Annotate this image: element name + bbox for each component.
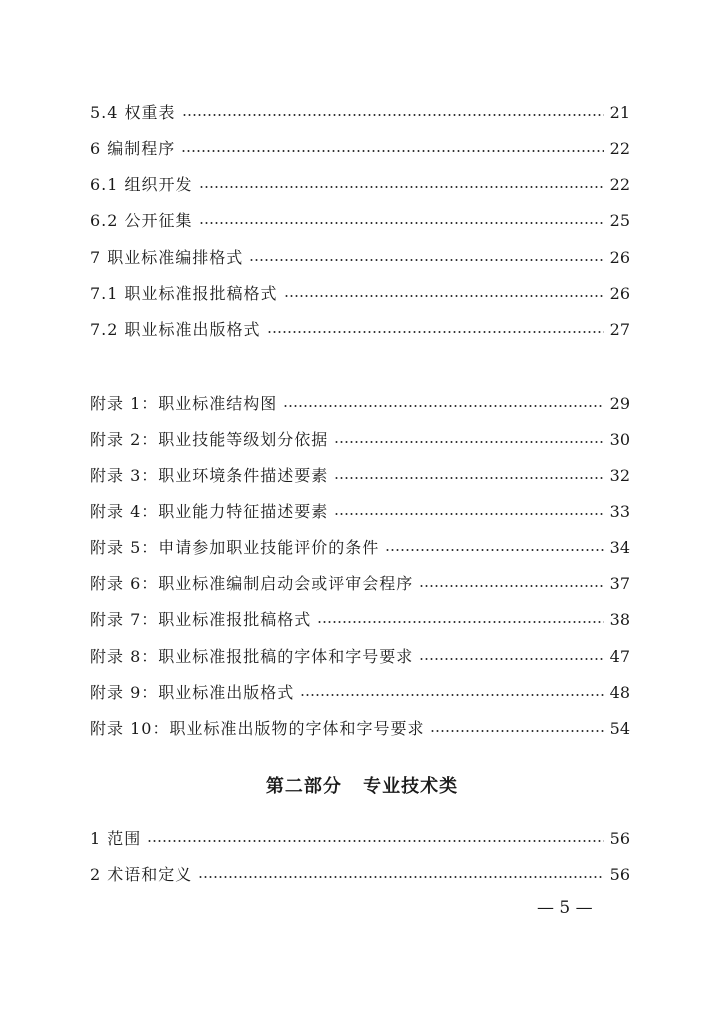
appendix-entry[interactable] [90, 608, 630, 632]
toc-entry-label: 7 职业标准编排格式 [90, 248, 244, 267]
dot-leader [283, 405, 603, 407]
dot-leader [284, 295, 604, 297]
dot-leader [199, 222, 604, 224]
appendix-entry[interactable] [90, 645, 630, 669]
toc-entry[interactable] [90, 318, 630, 342]
toc-entry-label: 2 术语和定义 [90, 865, 193, 884]
toc-entry-page: 27 [609, 320, 630, 339]
appendix-entry-page: 54 [609, 719, 630, 738]
appendix-entry-page: 34 [609, 538, 630, 557]
dot-leader [182, 114, 604, 116]
toc-entry[interactable] [90, 173, 630, 197]
section-heading: 第二部分 专业技术类 [265, 776, 459, 797]
dot-leader [419, 585, 603, 587]
appendix-entry-label: 附录 3：职业环境条件描述要素 [90, 466, 329, 485]
toc-entry-page: 22 [609, 175, 630, 194]
appendix-entry-label: 附录 8：职业标准报批稿的字体和字号要求 [90, 647, 414, 666]
dot-leader [199, 186, 604, 188]
dot-leader [334, 441, 603, 443]
appendix-entry-page: 29 [609, 394, 630, 413]
appendix-entry-label: 附录 7：职业标准报批稿格式 [90, 610, 312, 629]
toc-entry-label: 6.2 公开征集 [90, 211, 193, 230]
dot-leader [198, 876, 603, 878]
appendix-entry-page: 37 [609, 574, 630, 593]
appendix-entry[interactable] [90, 536, 630, 560]
toc-entry-label: 7.2 职业标准出版格式 [90, 320, 261, 339]
appendix-entry-page: 33 [609, 502, 630, 521]
toc-entry[interactable] [90, 282, 630, 306]
toc-entry[interactable] [90, 101, 630, 125]
appendix-entry-label: 附录 4：职业能力特征描述要素 [90, 502, 329, 521]
toc-entry-page: 21 [609, 103, 630, 122]
toc-entry-page: 56 [609, 865, 630, 884]
appendix-entry-page: 47 [609, 647, 630, 666]
toc-entry-label: 1 范围 [90, 829, 142, 848]
dot-leader [300, 694, 603, 696]
toc-entry-page: 26 [609, 248, 630, 267]
dot-leader [430, 730, 603, 732]
appendix-entry[interactable] [90, 572, 630, 596]
toc-entry[interactable] [90, 863, 630, 887]
appendix-entry-label: 附录 6：职业标准编制启动会或评审会程序 [90, 574, 414, 593]
dot-leader [419, 658, 603, 660]
appendix-entry-label: 附录 2：职业技能等级划分依据 [90, 430, 329, 449]
toc-entry-page: 22 [609, 139, 630, 158]
appendix-entry-label: 附录 9：职业标准出版格式 [90, 683, 295, 702]
toc-entry-page: 56 [609, 829, 630, 848]
toc-entry-label: 6.1 组织开发 [90, 175, 193, 194]
appendix-entry-label: 附录 5：申请参加职业技能评价的条件 [90, 538, 380, 557]
appendix-entry[interactable] [90, 717, 630, 741]
appendix-entry-page: 30 [609, 430, 630, 449]
appendix-entry[interactable] [90, 681, 630, 705]
dot-leader [334, 513, 603, 515]
appendix-entry-label: 附录 1：职业标准结构图 [90, 394, 278, 413]
appendix-entry-page: 32 [609, 466, 630, 485]
appendix-entry[interactable] [90, 500, 630, 524]
dot-leader [317, 621, 603, 623]
page-number: — 5 — [537, 898, 593, 918]
toc-entry-label: 5.4 权重表 [90, 103, 176, 122]
appendix-entry-label: 附录 10：职业标准出版物的字体和字号要求 [90, 719, 425, 738]
toc-entry-page: 25 [609, 211, 630, 230]
appendix-entry[interactable] [90, 392, 630, 416]
dot-leader [385, 549, 603, 551]
appendix-entry-page: 48 [609, 683, 630, 702]
toc-entry-page: 26 [609, 284, 630, 303]
dot-leader [249, 259, 603, 261]
appendix-entry[interactable] [90, 464, 630, 488]
appendix-entry-page: 38 [609, 610, 630, 629]
toc-entry-label: 6 编制程序 [90, 139, 176, 158]
toc-entry[interactable] [90, 827, 630, 851]
toc-entry[interactable] [90, 137, 630, 161]
toc-entry[interactable] [90, 246, 630, 270]
dot-leader [267, 331, 604, 333]
appendix-entry[interactable] [90, 428, 630, 452]
dot-leader [181, 150, 603, 152]
toc-entry-label: 7.1 职业标准报批稿格式 [90, 284, 278, 303]
dot-leader [334, 477, 603, 479]
dot-leader [147, 840, 603, 842]
toc-entry[interactable] [90, 209, 630, 233]
